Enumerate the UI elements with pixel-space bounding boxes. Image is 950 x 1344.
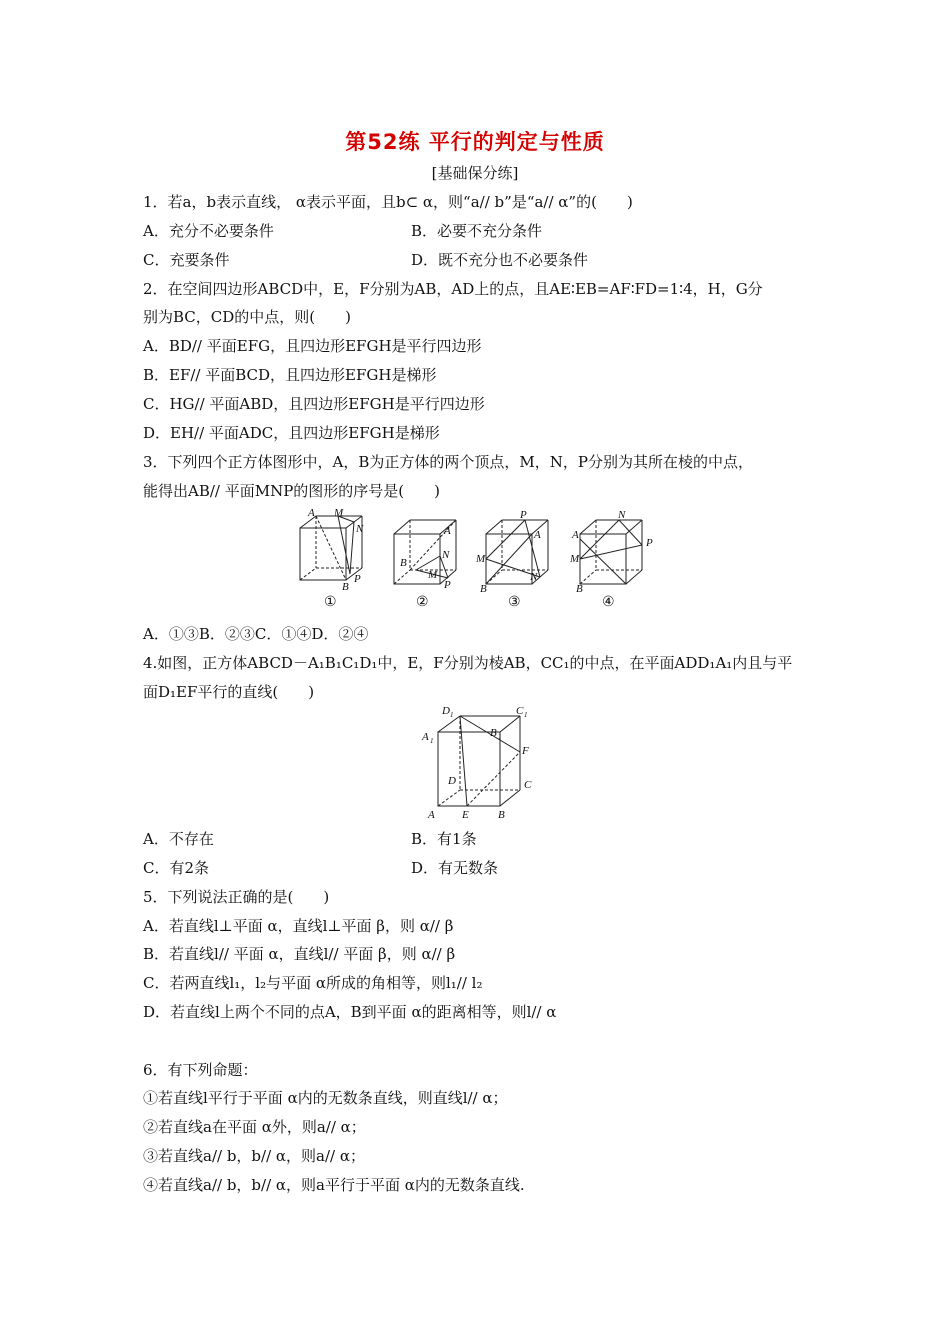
q2-option-c: C．HG// 平面ABD，且四边形EFGH是平行四边形 bbox=[143, 395, 485, 413]
svg-text:B: B bbox=[490, 727, 497, 739]
q2-stem-line1: 2．在空间四边形ABCD中，E，F分别为AB，AD上的点，且AE∶EB=AF∶FD=1∶4，H，G分 bbox=[143, 280, 763, 298]
figure-caption-3: ③ bbox=[508, 595, 521, 610]
q3-cube-figures bbox=[290, 506, 670, 610]
q4-option-d: D．有无数条 bbox=[411, 859, 499, 877]
figure-caption-1: ① bbox=[324, 595, 337, 610]
svg-text:A: A bbox=[444, 525, 451, 537]
svg-text:1: 1 bbox=[430, 737, 434, 745]
svg-text:B: B bbox=[400, 557, 407, 569]
svg-text:N: N bbox=[356, 523, 364, 535]
svg-text:1: 1 bbox=[450, 711, 454, 719]
cube-figure-1 bbox=[300, 516, 362, 580]
q1-option-a: A．充分不必要条件 bbox=[143, 222, 274, 240]
svg-text:P: P bbox=[520, 509, 527, 521]
svg-text:1: 1 bbox=[498, 733, 502, 741]
q1-stem: 1．若a，b表示直线， α表示平面，且b⊂ α，则“a// b”是“a// α”的( ) bbox=[143, 193, 633, 211]
svg-text:P: P bbox=[444, 579, 451, 591]
q2-option-d: D．EH// 平面ADC，且四边形EFGH是梯形 bbox=[143, 424, 440, 442]
q1-option-c: C．充要条件 bbox=[143, 251, 230, 269]
figure-caption-4: ④ bbox=[602, 595, 615, 610]
q6-proposition-3: ③若直线a// b，b// α，则a// α； bbox=[143, 1147, 365, 1165]
svg-text:M: M bbox=[428, 569, 438, 581]
svg-text:N: N bbox=[442, 549, 450, 561]
q6-stem: 6．有下列命题： bbox=[143, 1061, 258, 1079]
svg-text:B: B bbox=[576, 583, 583, 595]
q4-cube-figure bbox=[420, 704, 538, 822]
svg-text:F: F bbox=[522, 745, 529, 757]
q3-options: A．①③B．②③C．①④D．②④ bbox=[143, 625, 369, 643]
q1-option-d: D．既不充分也不必要条件 bbox=[411, 251, 589, 269]
svg-text:N: N bbox=[618, 509, 626, 521]
svg-text:P: P bbox=[646, 537, 653, 549]
q5-option-c: C．若两直线l₁，l₂与平面 α所成的角相等，则l₁// l₂ bbox=[143, 974, 483, 992]
svg-text:A: A bbox=[422, 731, 429, 743]
svg-text:N: N bbox=[530, 571, 538, 583]
q4-stem-line1: 4.如图，正方体ABCD－A₁B₁C₁D₁中，E，F分别为棱AB，CC₁的中点，在平面ADD₁A₁内且与平 bbox=[143, 654, 793, 672]
q2-stem-line2: 别为BC，CD的中点，则( ) bbox=[143, 308, 351, 326]
svg-text:E: E bbox=[462, 809, 469, 821]
q5-option-b: B．若直线l// 平面 α，直线l// 平面 β，则 α// β bbox=[143, 945, 456, 963]
q5-stem: 5．下列说法正确的是( ) bbox=[143, 888, 330, 906]
page-title: 第52练 平行的判定与性质 bbox=[345, 130, 605, 154]
svg-text:C: C bbox=[516, 705, 524, 717]
q5-option-d: D．若直线l上两个不同的点A，B到平面 α的距离相等，则l// α bbox=[143, 1003, 557, 1021]
svg-text:D: D bbox=[442, 705, 450, 717]
svg-text:D: D bbox=[448, 775, 456, 787]
svg-text:A: A bbox=[308, 507, 315, 519]
svg-text:M: M bbox=[476, 553, 486, 565]
svg-text:A: A bbox=[534, 529, 541, 541]
figure-caption-2: ② bbox=[416, 595, 429, 610]
cube-figure-4 bbox=[580, 520, 642, 584]
section-heading: [基础保分练] bbox=[431, 164, 519, 182]
svg-text:A: A bbox=[572, 529, 579, 541]
q2-option-a: A．BD// 平面EFG，且四边形EFGH是平行四边形 bbox=[143, 337, 482, 355]
svg-text:B: B bbox=[342, 581, 349, 593]
q4-option-a: A．不存在 bbox=[143, 830, 214, 848]
svg-text:B: B bbox=[498, 809, 505, 821]
svg-text:C: C bbox=[524, 779, 532, 791]
svg-text:P: P bbox=[354, 573, 361, 585]
svg-text:B: B bbox=[480, 583, 487, 595]
q2-option-b: B．EF// 平面BCD，且四边形EFGH是梯形 bbox=[143, 366, 437, 384]
svg-text:1: 1 bbox=[524, 711, 528, 719]
svg-text:A: A bbox=[428, 809, 435, 821]
q6-proposition-2: ②若直线a在平面 α外，则a// α； bbox=[143, 1118, 366, 1136]
q6-proposition-4: ④若直线a// b，b// α，则a平行于平面 α内的无数条直线. bbox=[143, 1176, 525, 1194]
svg-text:M: M bbox=[334, 507, 344, 519]
svg-text:M: M bbox=[570, 553, 580, 565]
q1-option-b: B．必要不充分条件 bbox=[411, 222, 543, 240]
q5-option-a: A．若直线l⊥平面 α，直线l⊥平面 β，则 α// β bbox=[143, 917, 454, 935]
q4-stem-line2: 面D₁EF平行的直线( ) bbox=[143, 683, 315, 701]
q3-stem-line1: 3．下列四个正方体图形中，A，B为正方体的两个顶点，M，N，P分别为其所在棱的中点， bbox=[143, 453, 753, 471]
q4-option-b: B．有1条 bbox=[411, 830, 477, 848]
q3-stem-line2: 能得出AB// 平面MNP的图形的序号是( ) bbox=[143, 482, 441, 500]
q6-proposition-1: ①若直线l平行于平面 α内的无数条直线，则直线l// α； bbox=[143, 1089, 508, 1107]
q4-option-c: C．有2条 bbox=[143, 859, 210, 877]
